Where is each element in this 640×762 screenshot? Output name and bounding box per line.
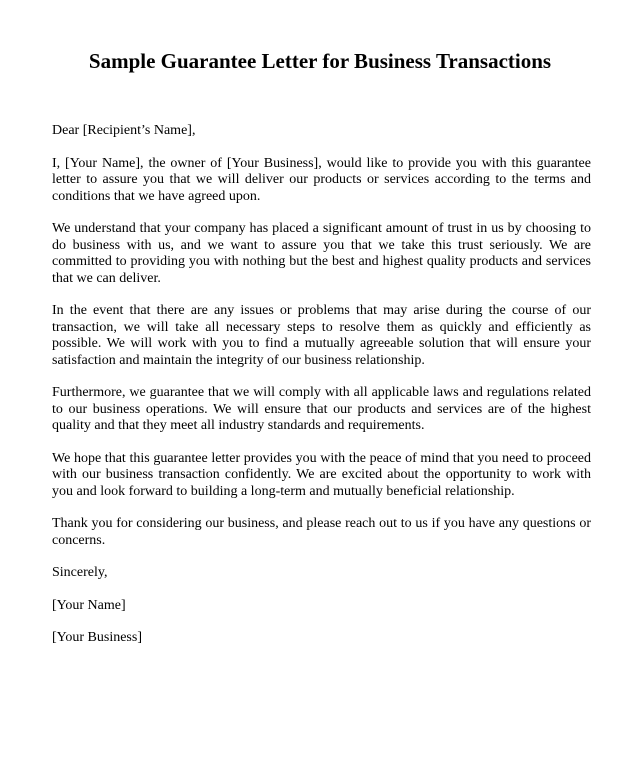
- paragraph-confidence: We hope that this guarantee letter provides you with the peace of mind that you need to proceed with our business transaction confidently. We are excited about the opportunity to work with you and look forward to building a long-term and mutually beneficial relationship.: [52, 450, 591, 499]
- paragraph-trust: We understand that your company has placed a significant amount of trust in us by choosing to do business with us, and we want to assure you that we take this trust seriously. We are committed to providing you with nothing but the best and highest quality products and services that we can deliver.: [52, 221, 591, 286]
- closing: Sincerely,: [52, 565, 108, 580]
- paragraph-issues: In the event that there are any issues or problems that may arise during the course of our transaction, we will take all necessary steps to resolve them as quickly and efficiently as possible. We will work with you to find a mutually agreeable solution that will ensure your satisfaction and maintain the integrity of our business relationship.: [52, 303, 591, 368]
- letter-body: [52, 123, 591, 663]
- signature-business: [Your Business]: [52, 630, 142, 645]
- paragraph-compliance: Furthermore, we guarantee that we will comply with all applicable laws and regulations related to our business operations. We will ensure that our products and services are of the highest quality and that they meet all industry standards and requirements.: [52, 385, 591, 433]
- paragraph-intro: I, [Your Name], the owner of [Your Business], would like to provide you with this guarantee letter to assure you that we will deliver our products or services according to the terms and conditions that we have agreed upon.: [52, 155, 591, 204]
- page-title: Sample Guarantee Letter for Business Transactions: [88, 49, 552, 73]
- paragraph-thanks: Thank you for considering our business, and please reach out to us if you have any questions or concerns.: [52, 516, 591, 548]
- signature-name: [Your Name]: [52, 597, 126, 613]
- salutation: Dear [Recipient’s Name],: [52, 123, 196, 138]
